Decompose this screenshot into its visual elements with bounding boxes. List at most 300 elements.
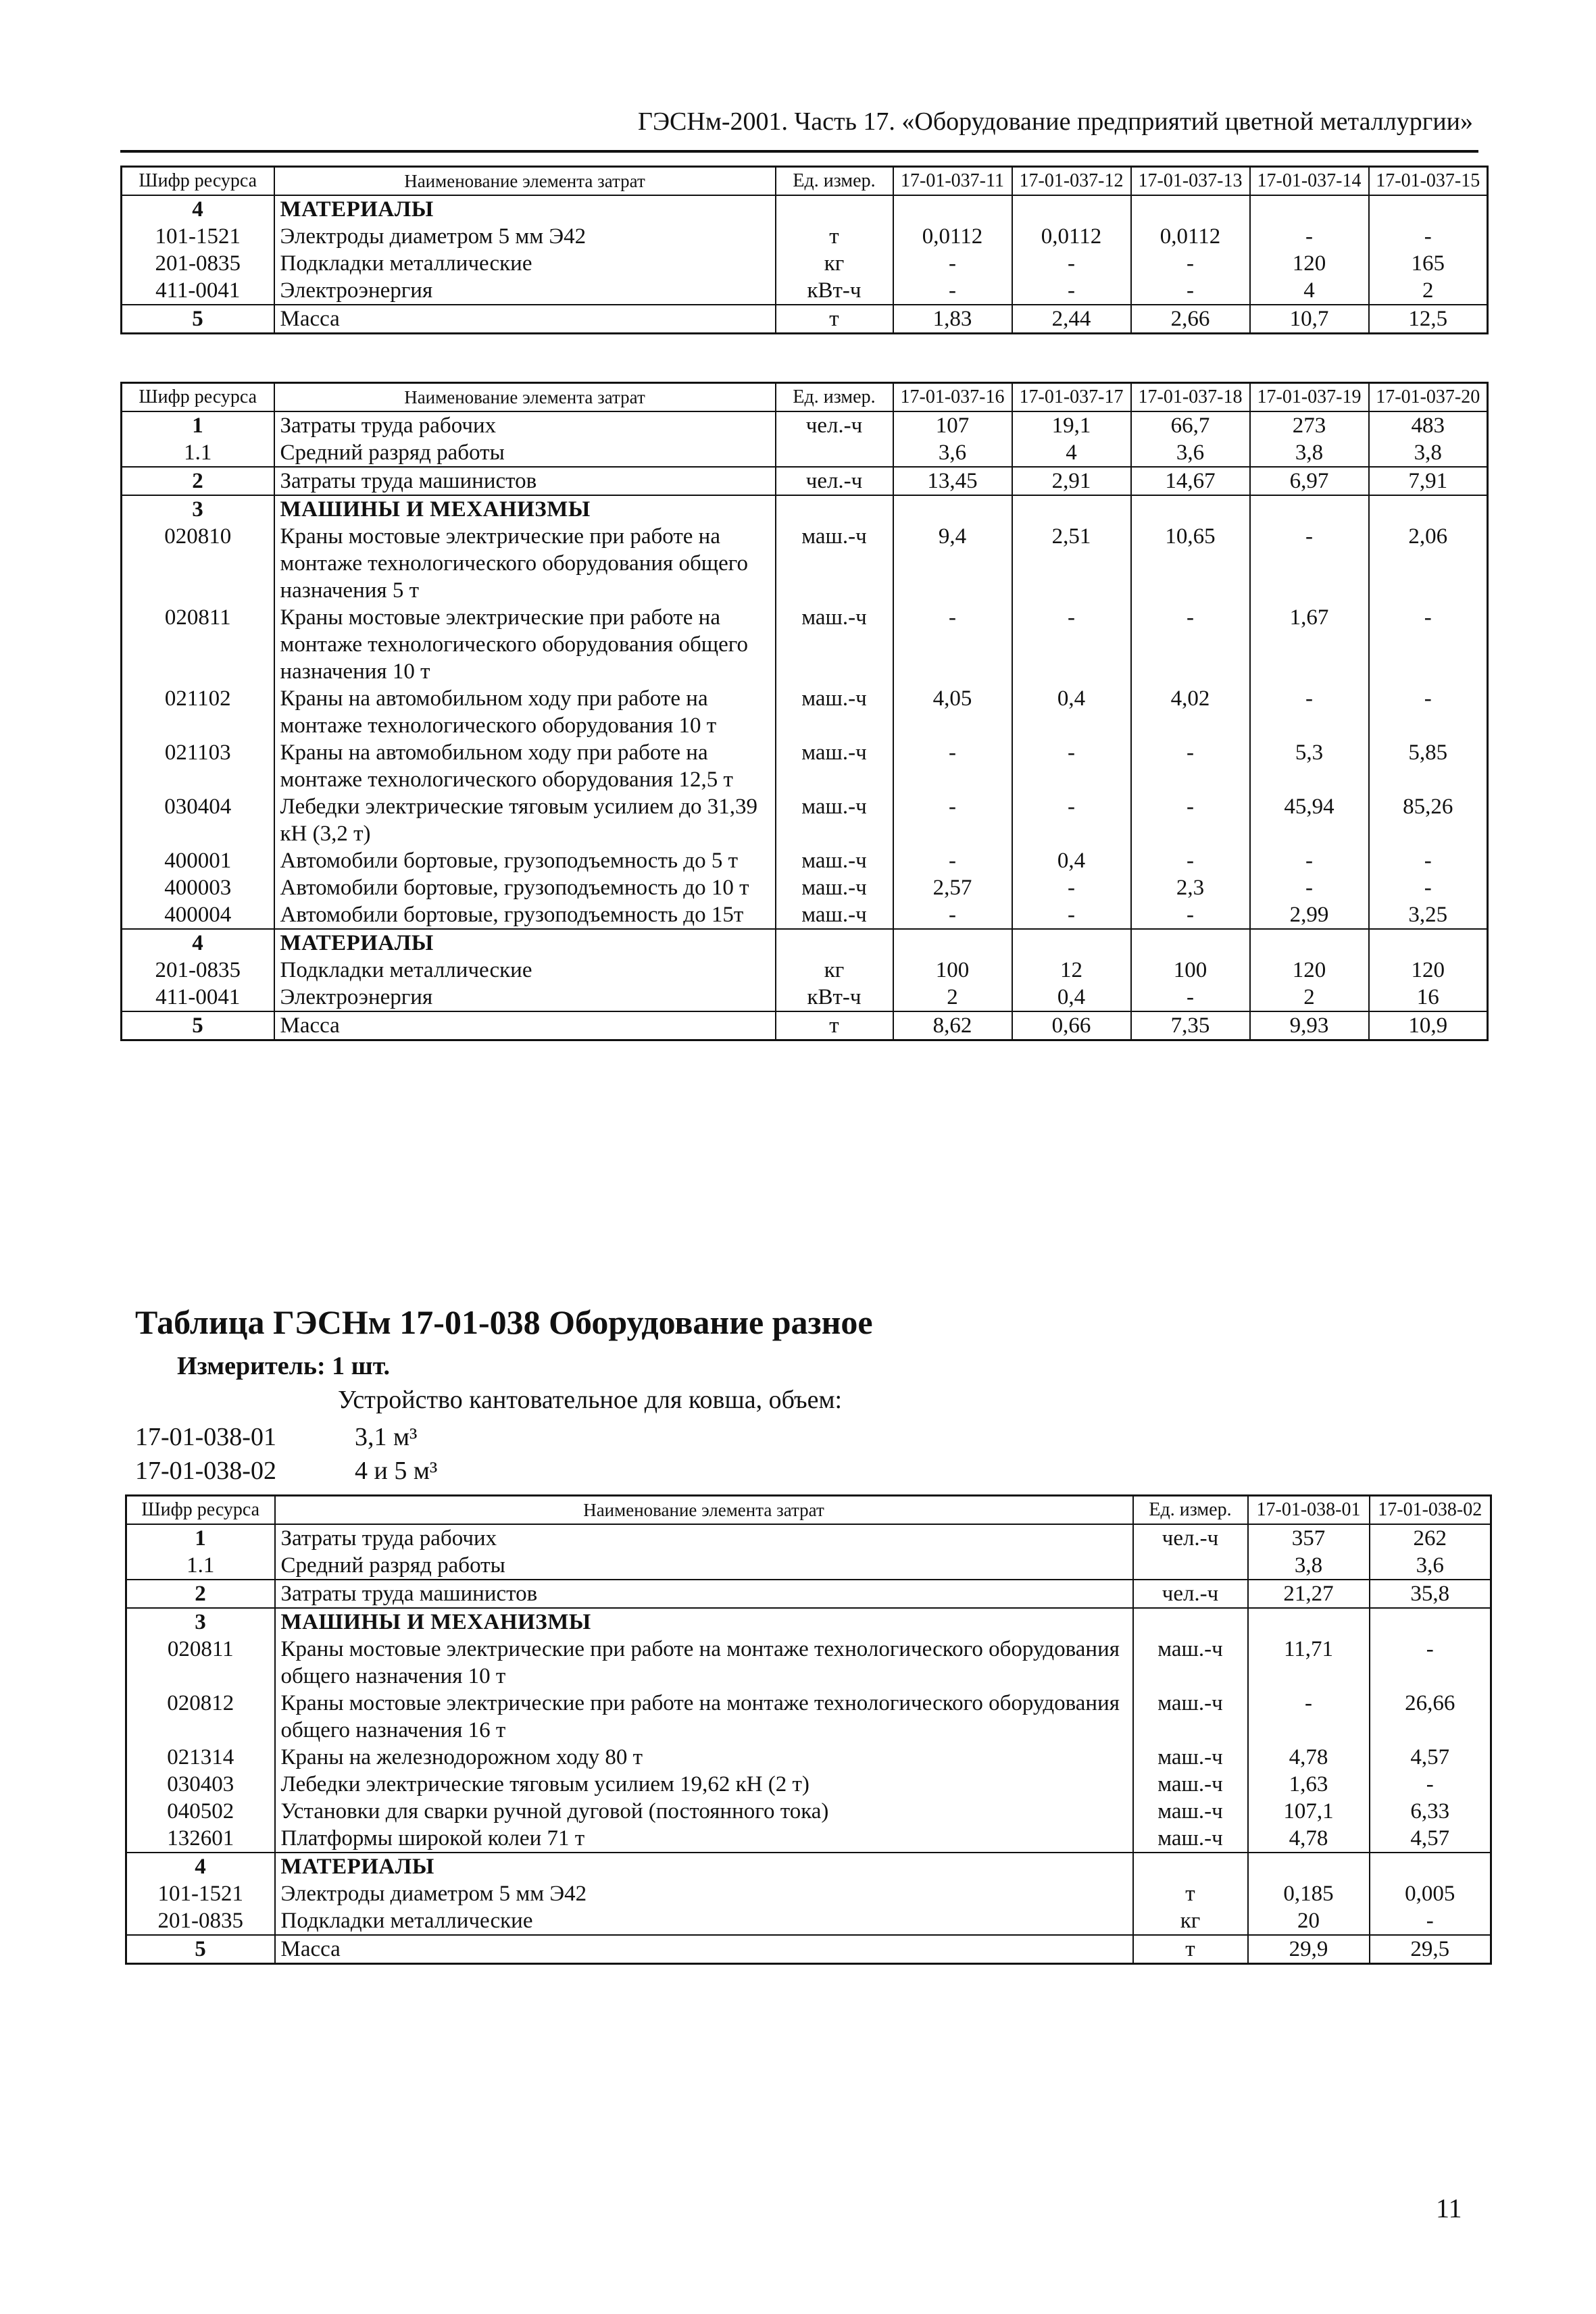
norm-value: 2,57 [893, 874, 1012, 901]
norm-value: - [893, 901, 1012, 929]
table-row [126, 1744, 1491, 1771]
unit: маш.-ч [1133, 1825, 1248, 1853]
col-name-header: Наименование элемента затрат [274, 383, 776, 412]
norm-value: 12,5 [1369, 305, 1488, 334]
cost-element-name: Автомобили бортовые, грузоподъемность до 5 т [274, 847, 776, 874]
col-norm-header: 17-01-037-13 [1131, 167, 1250, 196]
norm-value: 483 [1369, 411, 1488, 439]
norm-value [1369, 929, 1488, 957]
norm-value: - [1131, 847, 1250, 874]
resource-code: 2 [126, 1580, 275, 1608]
cost-element-name: Затраты труда рабочих [274, 411, 776, 439]
norm-value: 35,8 [1370, 1580, 1491, 1608]
norm-value [1131, 195, 1250, 223]
norm-value [893, 929, 1012, 957]
norm-value [893, 195, 1012, 223]
table-row [126, 1580, 1491, 1608]
norm-value: - [1012, 739, 1131, 793]
col-norm-header: 17-01-037-19 [1250, 383, 1369, 412]
table-row [122, 739, 1488, 793]
norm-value: 0,66 [1012, 1011, 1131, 1040]
unit: кг [1133, 1907, 1248, 1935]
norm-value: 6,33 [1370, 1798, 1491, 1825]
norm-value: 3,25 [1369, 901, 1488, 929]
norm-value: 29,9 [1248, 1935, 1370, 1964]
unit: кг [776, 957, 893, 984]
table-row [126, 1690, 1491, 1744]
cost-element-name: Лебедки электрические тяговым усилием 19,62 кН (2 т) [275, 1771, 1133, 1798]
resource-code: 411-0041 [122, 984, 274, 1011]
norm-value: 10,9 [1369, 1011, 1488, 1040]
norm-value: - [893, 604, 1012, 685]
norm-value: 7,91 [1369, 467, 1488, 495]
norm-value [1250, 929, 1369, 957]
cost-element-name: Лебедки электрические тяговым усилием до 31,39 кН (3,2 т) [274, 793, 776, 847]
norm-value: 3,8 [1248, 1552, 1370, 1580]
norm-value: - [1012, 277, 1131, 305]
table-row [122, 685, 1488, 739]
norm-value: 6,97 [1250, 467, 1369, 495]
table-row [122, 901, 1488, 929]
norm-value: 21,27 [1248, 1580, 1370, 1608]
resource-code: 030404 [122, 793, 274, 847]
norm-value: - [1250, 847, 1369, 874]
resource-code: 5 [126, 1935, 275, 1964]
unit: т [776, 1011, 893, 1040]
cost-element-name: Краны мостовые электрические при работе на монтаже технологического оборудования общего назначения 5 т [274, 523, 776, 604]
resource-code: 3 [126, 1608, 275, 1636]
norm-value [1012, 929, 1131, 957]
cost-element-name: Масса [275, 1935, 1133, 1964]
col-unit-header: Ед. измер. [1133, 1496, 1248, 1525]
norm-value: - [1012, 604, 1131, 685]
unit: т [1133, 1935, 1248, 1964]
table-row [126, 1935, 1491, 1964]
resource-code: 3 [122, 495, 274, 523]
cost-element-name: Подкладки металлические [274, 250, 776, 277]
cost-element-name: Электроэнергия [274, 984, 776, 1011]
norm-value: 45,94 [1250, 793, 1369, 847]
norm-value: 100 [1131, 957, 1250, 984]
norm-value: 107,1 [1248, 1798, 1370, 1825]
table-row [122, 467, 1488, 495]
norm-value: - [1370, 1907, 1491, 1935]
norm-value: 4,57 [1370, 1744, 1491, 1771]
norm-value: - [1250, 685, 1369, 739]
norm-value: - [1012, 901, 1131, 929]
unit: маш.-ч [1133, 1771, 1248, 1798]
norm-value: 273 [1250, 411, 1369, 439]
unit: маш.-ч [776, 604, 893, 685]
norm-value: - [1131, 793, 1250, 847]
norm-value: 85,26 [1369, 793, 1488, 847]
resource-code: 201-0835 [126, 1907, 275, 1935]
table-row [122, 223, 1488, 250]
cost-element-name: МАТЕРИАЛЫ [275, 1853, 1133, 1880]
col-norm-header: 17-01-037-14 [1250, 167, 1369, 196]
measurement-unit: Измеритель: 1 шт. [177, 1352, 391, 1380]
resource-code: 1 [122, 411, 274, 439]
norm-value: 3,6 [1131, 439, 1250, 467]
norm-value: - [1248, 1690, 1370, 1744]
col-code-header: Шифр ресурса [122, 383, 274, 412]
resource-code: 201-0835 [122, 957, 274, 984]
norm-value: - [1370, 1771, 1491, 1798]
cost-element-name: Электроды диаметром 5 мм Э42 [274, 223, 776, 250]
norm-value: 3,8 [1250, 439, 1369, 467]
norm-value: 0,185 [1248, 1880, 1370, 1907]
norm-value: - [1012, 874, 1131, 901]
norm-value: - [1250, 874, 1369, 901]
resource-code: 101-1521 [122, 223, 274, 250]
norm-value: 165 [1369, 250, 1488, 277]
norm-value: - [1369, 874, 1488, 901]
norm-value: 29,5 [1370, 1935, 1491, 1964]
table-row [122, 250, 1488, 277]
norm-value: 357 [1248, 1524, 1370, 1552]
cost-element-name: Краны на автомобильном ходу при работе на монтаже технологического оборудования 12,5 т [274, 739, 776, 793]
norm-value [1248, 1853, 1370, 1880]
norm-value: 4,78 [1248, 1744, 1370, 1771]
norm-value: 5,85 [1369, 739, 1488, 793]
col-name-header: Наименование элемента затрат [274, 167, 776, 196]
norm-value: - [1250, 223, 1369, 250]
norm-value: 3,6 [893, 439, 1012, 467]
resource-code: 132601 [126, 1825, 275, 1853]
norm-value: - [1369, 604, 1488, 685]
resource-code: 400003 [122, 874, 274, 901]
resource-code: 400004 [122, 901, 274, 929]
norm-value: 2,44 [1012, 305, 1131, 334]
table-row [126, 1608, 1491, 1636]
unit [776, 929, 893, 957]
norm-value: - [1369, 685, 1488, 739]
table-row [126, 1825, 1491, 1853]
norms-table-037-11-15 [120, 166, 1489, 334]
unit: кВт-ч [776, 277, 893, 305]
variant-line [135, 1422, 417, 1452]
variant-text: 3,1 м³ [355, 1423, 418, 1451]
table-row [122, 604, 1488, 685]
norm-value: 13,45 [893, 467, 1012, 495]
col-norm-header: 17-01-037-15 [1369, 167, 1488, 196]
resource-code: 2 [122, 467, 274, 495]
unit: маш.-ч [1133, 1636, 1248, 1690]
norm-value: 2 [1250, 984, 1369, 1011]
norm-value: - [893, 250, 1012, 277]
unit: маш.-ч [776, 793, 893, 847]
cost-element-name: Краны мостовые электрические при работе на монтаже технологического оборудования общего назначения 10 т [274, 604, 776, 685]
table-row [122, 439, 1488, 467]
cost-element-name: Подкладки металлические [274, 957, 776, 984]
norm-value: 19,1 [1012, 411, 1131, 439]
norm-value: 0,005 [1370, 1880, 1491, 1907]
norm-value: 9,93 [1250, 1011, 1369, 1040]
norm-value: - [893, 847, 1012, 874]
norm-value: - [1369, 847, 1488, 874]
cost-element-name: Автомобили бортовые, грузоподъемность до 15т [274, 901, 776, 929]
norm-value [1370, 1608, 1491, 1636]
norm-value: 8,62 [893, 1011, 1012, 1040]
table-row [122, 277, 1488, 305]
resource-code: 030403 [126, 1771, 275, 1798]
col-unit-header: Ед. измер. [776, 383, 893, 412]
cost-element-name: МАТЕРИАЛЫ [274, 195, 776, 223]
resource-code: 5 [122, 1011, 274, 1040]
norm-value: - [1131, 901, 1250, 929]
norm-value: - [1370, 1636, 1491, 1690]
norm-value: 0,0112 [1012, 223, 1131, 250]
norm-value: 4 [1012, 439, 1131, 467]
norm-value [1131, 929, 1250, 957]
cost-element-name: Краны на железнодорожном ходу 80 т [275, 1744, 1133, 1771]
norm-value: - [893, 793, 1012, 847]
resource-code: 101-1521 [126, 1880, 275, 1907]
resource-code: 411-0041 [122, 277, 274, 305]
unit: т [1133, 1880, 1248, 1907]
norm-value: 11,71 [1248, 1636, 1370, 1690]
cost-element-name: Электроды диаметром 5 мм Э42 [275, 1880, 1133, 1907]
col-code-header: Шифр ресурса [126, 1496, 275, 1525]
norm-value: 2,66 [1131, 305, 1250, 334]
resource-code: 1.1 [126, 1552, 275, 1580]
norm-value [1250, 195, 1369, 223]
norm-value: 1,83 [893, 305, 1012, 334]
norm-value: 10,65 [1131, 523, 1250, 604]
norm-value: 4,05 [893, 685, 1012, 739]
norm-value [1369, 195, 1488, 223]
table-row [126, 1798, 1491, 1825]
unit: маш.-ч [776, 523, 893, 604]
col-norm-header: 17-01-037-16 [893, 383, 1012, 412]
norm-value: 120 [1250, 957, 1369, 984]
norm-value [1131, 495, 1250, 523]
cost-element-name: Затраты труда машинистов [275, 1580, 1133, 1608]
table-row [122, 984, 1488, 1011]
table-row [122, 874, 1488, 901]
resource-code: 040502 [126, 1798, 275, 1825]
unit [776, 439, 893, 467]
cost-element-name: Масса [274, 305, 776, 334]
norm-value [1012, 495, 1131, 523]
unit: чел.-ч [776, 467, 893, 495]
cost-element-name: Краны мостовые электрические при работе на монтаже технологического оборудования общего назначения 16 т [275, 1690, 1133, 1744]
resource-code: 021314 [126, 1744, 275, 1771]
unit [1133, 1608, 1248, 1636]
norm-value: - [1012, 793, 1131, 847]
unit: кВт-ч [776, 984, 893, 1011]
table-row [122, 495, 1488, 523]
unit: кг [776, 250, 893, 277]
resource-code: 201-0835 [122, 250, 274, 277]
cost-element-name: Масса [274, 1011, 776, 1040]
norm-value: - [1369, 223, 1488, 250]
cost-element-name: Электроэнергия [274, 277, 776, 305]
norm-value: 2,91 [1012, 467, 1131, 495]
norm-value: 7,35 [1131, 1011, 1250, 1040]
norm-value: - [1131, 277, 1250, 305]
norm-value: 20 [1248, 1907, 1370, 1935]
unit [1133, 1552, 1248, 1580]
cost-element-name: Средний разряд работы [275, 1552, 1133, 1580]
col-norm-header: 17-01-037-12 [1012, 167, 1131, 196]
norm-value: 4,57 [1370, 1825, 1491, 1853]
cost-element-name: МАШИНЫ И МЕХАНИЗМЫ [274, 495, 776, 523]
norm-value: 120 [1369, 957, 1488, 984]
unit: маш.-ч [776, 847, 893, 874]
norm-value: 1,63 [1248, 1771, 1370, 1798]
norm-value: 120 [1250, 250, 1369, 277]
norm-value: 0,0112 [1131, 223, 1250, 250]
norm-value: 4,78 [1248, 1825, 1370, 1853]
norm-value: 2 [1369, 277, 1488, 305]
running-header: ГЭСНм-2001. Часть 17. «Оборудование предприятий цветной металлургии» [637, 107, 1473, 136]
cost-element-name: Средний разряд работы [274, 439, 776, 467]
norm-value: - [1131, 984, 1250, 1011]
table-row [126, 1636, 1491, 1690]
col-norm-header: 17-01-037-18 [1131, 383, 1250, 412]
resource-code: 400001 [122, 847, 274, 874]
norm-value [1369, 495, 1488, 523]
unit: маш.-ч [1133, 1798, 1248, 1825]
col-norm-header: 17-01-037-11 [893, 167, 1012, 196]
norm-value: - [1131, 250, 1250, 277]
norm-value [1012, 195, 1131, 223]
norm-value: 16 [1369, 984, 1488, 1011]
table-title: Таблица ГЭСНм 17-01-038 Оборудование разное [135, 1303, 873, 1341]
norm-value: 10,7 [1250, 305, 1369, 334]
col-norm-header: 17-01-037-17 [1012, 383, 1131, 412]
unit: маш.-ч [1133, 1744, 1248, 1771]
unit [776, 195, 893, 223]
variant-text: 4 и 5 м³ [355, 1457, 438, 1485]
norm-value: 9,4 [893, 523, 1012, 604]
resource-code: 020810 [122, 523, 274, 604]
resource-code: 020812 [126, 1690, 275, 1744]
table-row [122, 793, 1488, 847]
table-row [122, 523, 1488, 604]
table-row [122, 1011, 1488, 1040]
resource-code: 021102 [122, 685, 274, 739]
table-row [126, 1771, 1491, 1798]
norm-value: 14,67 [1131, 467, 1250, 495]
cost-element-name: Затраты труда рабочих [275, 1524, 1133, 1552]
resource-code: 020811 [122, 604, 274, 685]
table-row [122, 929, 1488, 957]
resource-code: 1.1 [122, 439, 274, 467]
norm-value: 4 [1250, 277, 1369, 305]
resource-code: 020811 [126, 1636, 275, 1690]
variant-code: 17-01-038-02 [135, 1457, 276, 1485]
table-row [122, 847, 1488, 874]
unit: маш.-ч [776, 874, 893, 901]
norm-value: 2 [893, 984, 1012, 1011]
cost-element-name: Автомобили бортовые, грузоподъемность до 10 т [274, 874, 776, 901]
col-code-header: Шифр ресурса [122, 167, 274, 196]
norm-value: - [1012, 250, 1131, 277]
table-row [126, 1552, 1491, 1580]
unit: т [776, 223, 893, 250]
resource-code: 4 [122, 195, 274, 223]
cost-element-name: Подкладки металлические [275, 1907, 1133, 1935]
norm-value: 3,8 [1369, 439, 1488, 467]
norm-value: 262 [1370, 1524, 1491, 1552]
table-row [122, 957, 1488, 984]
device-description: Устройство кантовательное для ковша, объем: [338, 1386, 843, 1414]
table-row [126, 1853, 1491, 1880]
norms-table-037-16-20 [120, 382, 1489, 1041]
norm-value [1248, 1608, 1370, 1636]
norm-value: 1,67 [1250, 604, 1369, 685]
col-name-header: Наименование элемента затрат [275, 1496, 1133, 1525]
norm-value: 2,51 [1012, 523, 1131, 604]
table-row [126, 1524, 1491, 1552]
resource-code: 4 [122, 929, 274, 957]
norm-value: - [1131, 604, 1250, 685]
norm-value: 107 [893, 411, 1012, 439]
variant-line [135, 1456, 437, 1486]
col-norm-header: 17-01-037-20 [1369, 383, 1488, 412]
unit: т [776, 305, 893, 334]
norm-value: 0,4 [1012, 685, 1131, 739]
norm-value [1370, 1853, 1491, 1880]
unit: маш.-ч [776, 685, 893, 739]
resource-code: 021103 [122, 739, 274, 793]
norm-value: 2,99 [1250, 901, 1369, 929]
table-row [122, 195, 1488, 223]
cost-element-name: Краны на автомобильном ходу при работе на монтаже технологического оборудования 10 т [274, 685, 776, 739]
cost-element-name: Затраты труда машинистов [274, 467, 776, 495]
resource-code: 5 [122, 305, 274, 334]
variant-code: 17-01-038-01 [135, 1423, 276, 1451]
cost-element-name: МАШИНЫ И МЕХАНИЗМЫ [275, 1608, 1133, 1636]
unit: чел.-ч [1133, 1524, 1248, 1552]
col-unit-header: Ед. измер. [776, 167, 893, 196]
cost-element-name: Установки для сварки ручной дуговой (постоянного тока) [275, 1798, 1133, 1825]
norm-value: 5,3 [1250, 739, 1369, 793]
norm-value: - [893, 739, 1012, 793]
resource-code: 4 [126, 1853, 275, 1880]
norm-value: 3,6 [1370, 1552, 1491, 1580]
norm-value: 0,0112 [893, 223, 1012, 250]
unit: чел.-ч [776, 411, 893, 439]
cost-element-name: Краны мостовые электрические при работе на монтаже технологического оборудования общего назначения 10 т [275, 1636, 1133, 1690]
norm-value [893, 495, 1012, 523]
norms-table-038 [125, 1494, 1492, 1965]
norm-value: 2,3 [1131, 874, 1250, 901]
table-row [122, 305, 1488, 334]
norm-value: - [1250, 523, 1369, 604]
cost-element-name: Платформы широкой колеи 71 т [275, 1825, 1133, 1853]
unit [776, 495, 893, 523]
col-norm-header: 17-01-038-02 [1370, 1496, 1491, 1525]
unit: маш.-ч [776, 739, 893, 793]
resource-code: 1 [126, 1524, 275, 1552]
norm-value: 26,66 [1370, 1690, 1491, 1744]
unit: маш.-ч [776, 901, 893, 929]
table-row [126, 1907, 1491, 1935]
cost-element-name: МАТЕРИАЛЫ [274, 929, 776, 957]
header-rule [120, 150, 1478, 153]
norm-value: 2,06 [1369, 523, 1488, 604]
col-norm-header: 17-01-038-01 [1248, 1496, 1370, 1525]
unit [1133, 1853, 1248, 1880]
norm-value: 0,4 [1012, 847, 1131, 874]
norm-value: 4,02 [1131, 685, 1250, 739]
table-row [126, 1880, 1491, 1907]
norm-value [1250, 495, 1369, 523]
norm-value: - [1131, 739, 1250, 793]
